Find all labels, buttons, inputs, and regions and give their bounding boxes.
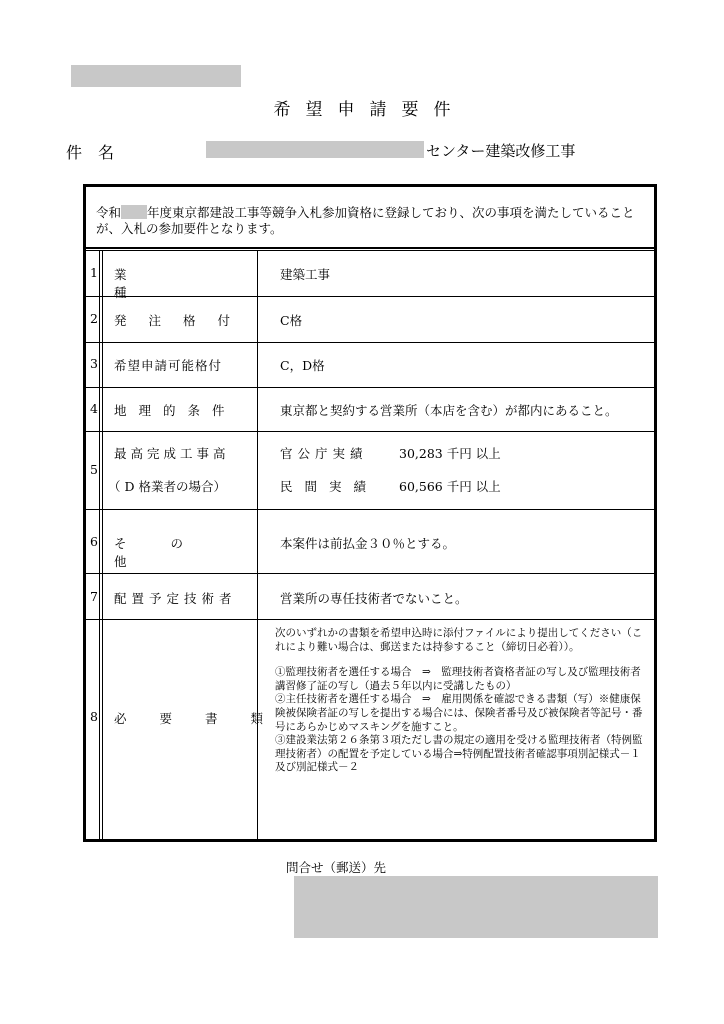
table-divider (86, 387, 654, 388)
page-title: 希望申請要件 (273, 100, 466, 120)
record-type: 民間実績 (280, 479, 379, 494)
column-divider (102, 250, 103, 839)
documents-item-2: ②主任技術者を選任する場合 ⇒ 雇用関係を確認できる書類（写）※健康保険被保険者証の写しを提出する場合には、保険者番号及び被保険者等記号・番号にあらかじめマスキングを施すこと。 (275, 693, 643, 733)
row-label-sub: （ D 格業者の場合） (108, 479, 226, 494)
table-divider (86, 247, 654, 249)
row-label: 配置予定技術者 (114, 591, 237, 606)
documents-item-3: ③建設業法第２６条第３項ただし書の規定の適用を受ける監理技術者（特例監理技術者）の配置を予定している場合⇒特例配置技術者確認事項別記様式－１及び別記様式－２ (275, 734, 643, 774)
redacted-year (121, 205, 147, 219)
row-number: 1 (90, 265, 98, 280)
row-content: C，D格 (280, 358, 325, 373)
row-label: 必要書類 (114, 711, 297, 726)
redacted-subject-name (206, 141, 424, 158)
documents-intro: 次のいずれかの書類を希望申込時に添付ファイルにより提出してください（これにより難い場合は、郵送または持参すること（締切日必着））。 (275, 627, 643, 653)
intro-text (86, 187, 654, 247)
redacted-contact-block (294, 876, 658, 938)
row-label: 最高完成工事高 (114, 446, 230, 461)
row-content: C格 (280, 313, 303, 328)
intro-prefix: 令和 (96, 205, 122, 220)
row-number: 7 (90, 589, 98, 604)
redacted-block-top (71, 65, 241, 87)
record-type: 官公庁実績 (280, 446, 368, 461)
row-number: 5 (90, 462, 98, 477)
subject-suffix: センター建築改修工事 (426, 142, 576, 160)
table-divider (86, 573, 654, 574)
subject-label: 件名 (66, 143, 131, 162)
record-amount: 30,283 千円 以上 (399, 446, 501, 461)
row-content: 本案件は前払金３０％とする。 (280, 536, 456, 551)
table-divider (86, 431, 654, 432)
row-number: 3 (90, 356, 98, 371)
row-label: 地理的条件 (114, 403, 237, 418)
row-label: 発注格付 (114, 313, 253, 328)
column-divider (257, 250, 258, 839)
table-divider (86, 509, 654, 510)
intro-body: 年度東京都建設工事等競争入札参加資格に登録しており、次の事項を満たしていることが、入札の参加要件となります。 (96, 205, 635, 236)
required-documents (275, 627, 651, 775)
row-number: 6 (90, 534, 98, 549)
row-label: 希望申請可能格付 (114, 358, 223, 373)
row-number: 4 (90, 401, 98, 416)
record-amount: 60,566 千円 以上 (399, 479, 501, 494)
documents-item-1: ①監理技術者を選任する場合 ⇒ 監理技術者資格者証の写し及び監理技術者講習修了証の写し（過去５年以内に受講したもの） (275, 666, 641, 692)
contact-label: 問合せ（郵送）先 (286, 860, 387, 875)
table-divider (86, 619, 654, 620)
table-divider (86, 250, 654, 251)
row-content: 建築工事 (280, 267, 331, 282)
row-number: 8 (90, 709, 98, 724)
row-content: 営業所の専任技術者でないこと。 (280, 591, 468, 606)
table-divider (86, 342, 654, 343)
row-label: その他 (114, 536, 228, 569)
row-number: 2 (90, 311, 98, 326)
row-content: 東京都と契約する営業所（本店を含む）が都内にあること。 (280, 403, 618, 418)
row-label: 業種 (114, 267, 209, 300)
